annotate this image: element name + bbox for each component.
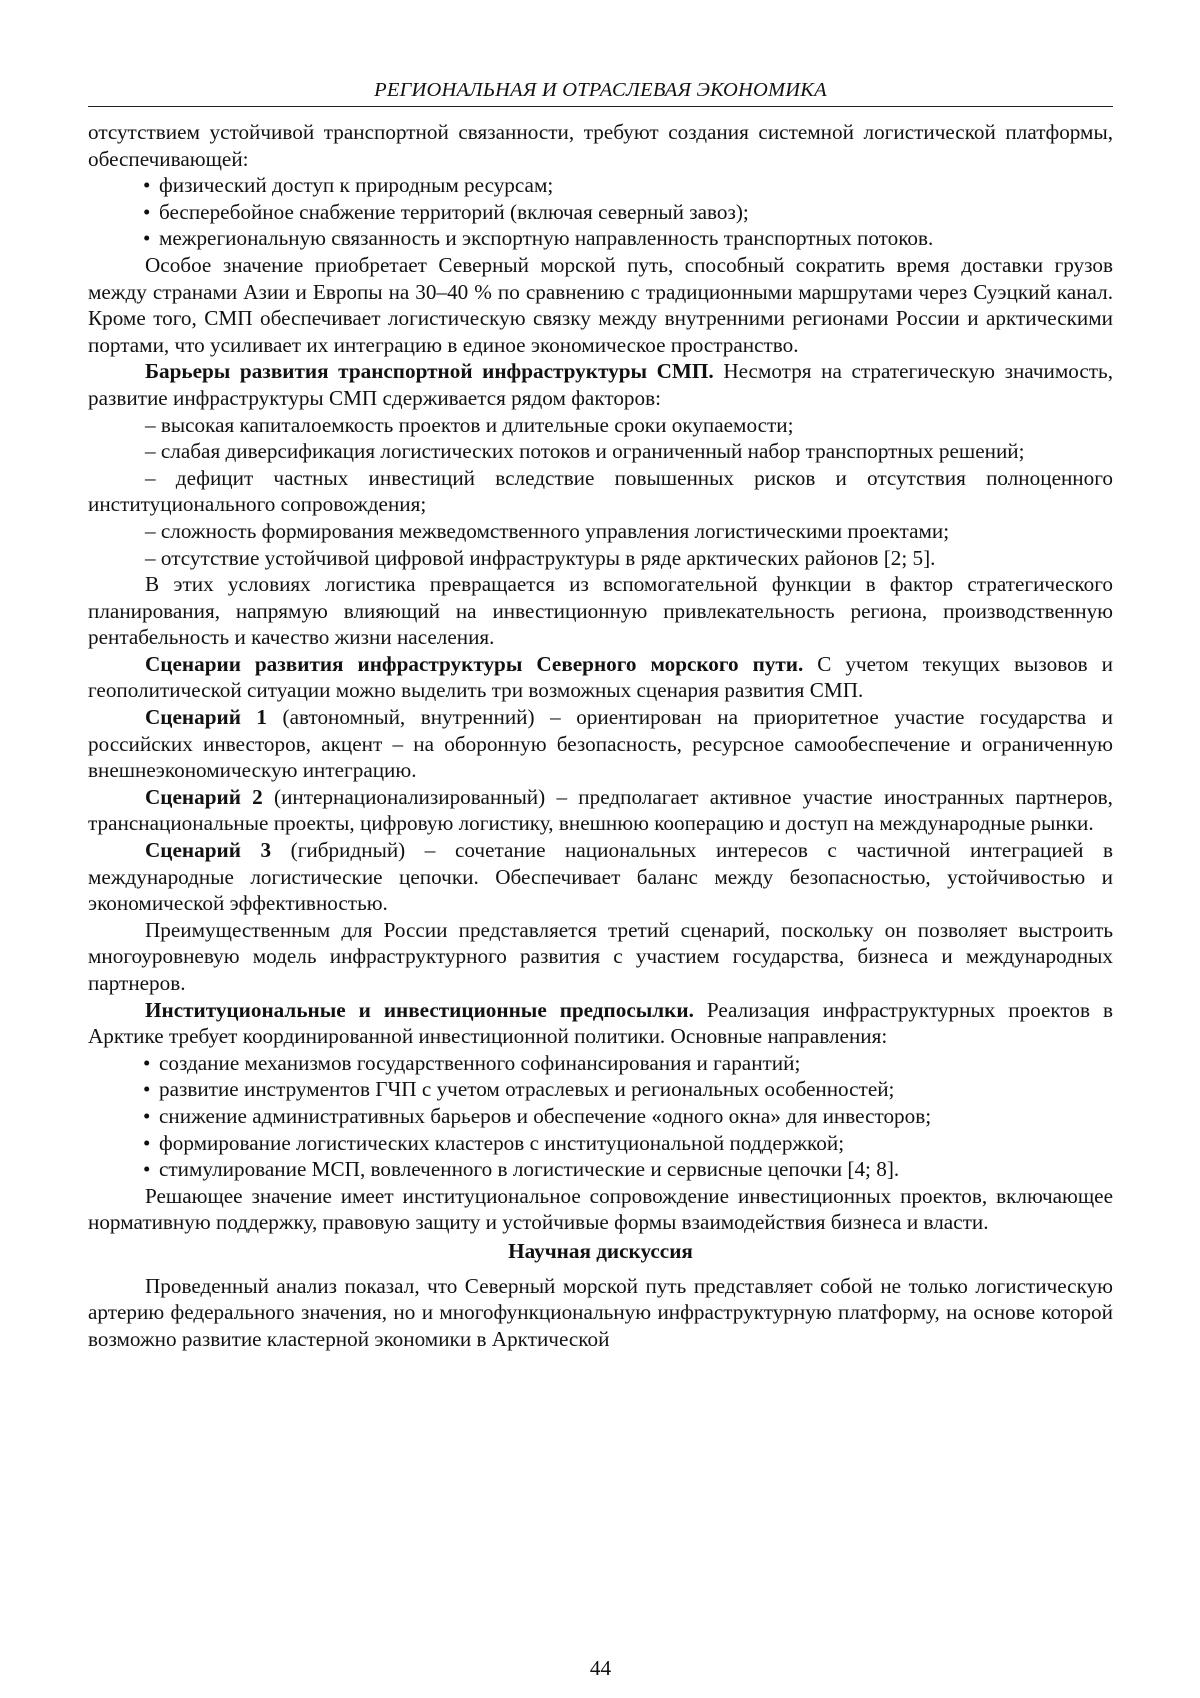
- bullet-item: [88, 199, 1113, 226]
- bullet-item: [88, 225, 1113, 252]
- bullet-item: [88, 1156, 1113, 1183]
- bullet-text: физический доступ к природным ресурсам;: [159, 173, 554, 198]
- article-body: [88, 119, 1113, 1352]
- paragraph-heading: Барьеры развития транспортной инфраструктуры СМП.: [145, 359, 714, 384]
- document-page: [88, 78, 1113, 1680]
- bullet-text: развитие инструментов ГЧП с учетом отраслевых и региональных особенностей;: [159, 1077, 895, 1102]
- paragraph: [88, 651, 1113, 704]
- bullet-text: снижение административных барьеров и обеспечение «одного окна» для инвесторов;: [159, 1103, 932, 1128]
- scenario-label: Сценарий 1: [145, 705, 268, 730]
- paragraph: [88, 704, 1113, 784]
- bullet-text: создание механизмов государственного софинансирования и гарантий;: [159, 1050, 801, 1075]
- section-heading: Научная дискуссия: [508, 1238, 693, 1263]
- bullet-icon: •: [143, 1157, 151, 1182]
- bullet-item: [88, 172, 1113, 199]
- paragraph-text: (интернационализированный) – предполагает активное участие иностранных партнеров, транснациональные проекты, цифровую логистику, внешнюю кооперацию и доступ на международные рынки.: [88, 784, 1113, 836]
- bullet-icon: •: [143, 1130, 151, 1155]
- bullet-text: бесперебойное снабжение территорий (включая северный завоз);: [159, 199, 749, 224]
- bullet-icon: •: [143, 1050, 151, 1075]
- bullet-item: [88, 1103, 1113, 1130]
- dash-item: – отсутствие устойчивой цифровой инфраструктуры в ряде арктических районов [2; 5].: [145, 545, 936, 570]
- paragraph: В этих условиях логистика превращается из вспомогательной функции в фактор стратегического планирования, напрямую влияющий на инвестиционную привлекательность региона, производственную рентабельность и качество жизни населения.: [88, 572, 1113, 650]
- bullet-item: [88, 1076, 1113, 1103]
- paragraph-heading: Институциональные и инвестиционные предпосылки.: [145, 997, 694, 1022]
- dash-item: – дефицит частных инвестиций вследствие повышенных рисков и отсутствия полноценного институционального сопровождения;: [88, 465, 1113, 517]
- bullet-icon: •: [143, 173, 151, 198]
- paragraph-text: (гибридный) – сочетание национальных интересов с частичной интеграцией в международные логистические цепочки. Обеспечивает баланс между безопасностью, устойчивостью и экономической эффективностью.: [88, 838, 1113, 916]
- paragraph: [88, 784, 1113, 837]
- bullet-icon: •: [143, 1103, 151, 1128]
- scenario-label: Сценарий 3: [145, 838, 272, 863]
- paragraph: [88, 837, 1113, 917]
- scenario-label: Сценарий 2: [145, 784, 263, 809]
- bullet-item: [88, 1130, 1113, 1157]
- bullet-icon: •: [143, 199, 151, 224]
- paragraph-text: (автономный, внутренний) – ориентирован на приоритетное участие государства и российских инвесторов, акцент – на оборонную безопасность, ресурсное самообеспечение и ограниченную внешнеэкономическую интеграцию.: [88, 705, 1113, 783]
- paragraph: Преимущественным для России представляется третий сценарий, поскольку он позволяет выстроить многоуровневую модель инфраструктурного развития с участием государства, бизнеса и международных партнеров.: [88, 917, 1113, 995]
- bullet-icon: •: [143, 226, 151, 251]
- paragraph-text: Реализация инфраструктурных проектов в Арктике требует координированной инвестиционной политики. Основные направления:: [88, 997, 1113, 1049]
- bullet-text: формирование логистических кластеров с институциональной поддержкой;: [159, 1130, 845, 1155]
- paragraph-heading: Сценарии развития инфраструктуры Северного морского пути.: [145, 651, 804, 676]
- paragraph-text: С учетом текущих вызовов и геополитической ситуации можно выделить три возможных сценария развития СМП.: [88, 651, 1113, 703]
- paragraph: Проведенный анализ показал, что Северный морской путь представляет собой не только логистическую артерию федерального значения, но и многофункциональную инфраструктурную платформу, на основе которой возможно развитие кластерной экономики в Арктической: [88, 1273, 1113, 1351]
- paragraph: Особое значение приобретает Северный морской путь, способный сократить время доставки грузов между странами Азии и Европы на 30–40 % по сравнению с традиционными маршрутами через Суэцкий канал. Кроме того, СМП обеспечивает логистическую связку между внутренними регионами России и арктическими портами, что усиливает их интеграцию в единое экономическое пространство.: [88, 252, 1113, 357]
- page-number: 44: [589, 1656, 612, 1680]
- bullet-item: [88, 1050, 1113, 1077]
- paragraph: отсутствием устойчивой транспортной связанности, требуют создания системной логистической платформы, обеспечивающей:: [88, 120, 1113, 171]
- dash-item: – слабая диверсификация логистических потоков и ограниченный набор транспортных решений;: [145, 439, 1025, 464]
- paragraph: [88, 358, 1113, 411]
- bullet-text: стимулирование МСП, вовлеченного в логистические и сервисные цепочки [4; 8].: [159, 1157, 900, 1182]
- dash-item: – сложность формирования межведомственного управления логистическими проектами;: [145, 518, 950, 543]
- running-header: РЕГИОНАЛЬНАЯ И ОТРАСЛЕВАЯ ЭКОНОМИКА: [88, 78, 1113, 107]
- bullet-icon: •: [143, 1077, 151, 1102]
- paragraph: [88, 997, 1113, 1050]
- paragraph-text: Несмотря на стратегическую значимость, развитие инфраструктуры СМП сдерживается рядом факторов:: [88, 359, 1113, 410]
- bullet-text: межрегиональную связанность и экспортную направленность транспортных потоков.: [159, 226, 934, 251]
- dash-item: – высокая капиталоемкость проектов и длительные сроки окупаемости;: [145, 412, 794, 437]
- paragraph: Решающее значение имеет институциональное сопровождение инвестиционных проектов, включающее нормативную поддержку, правовую защиту и устойчивые формы взаимодействия бизнеса и власти.: [88, 1183, 1113, 1235]
